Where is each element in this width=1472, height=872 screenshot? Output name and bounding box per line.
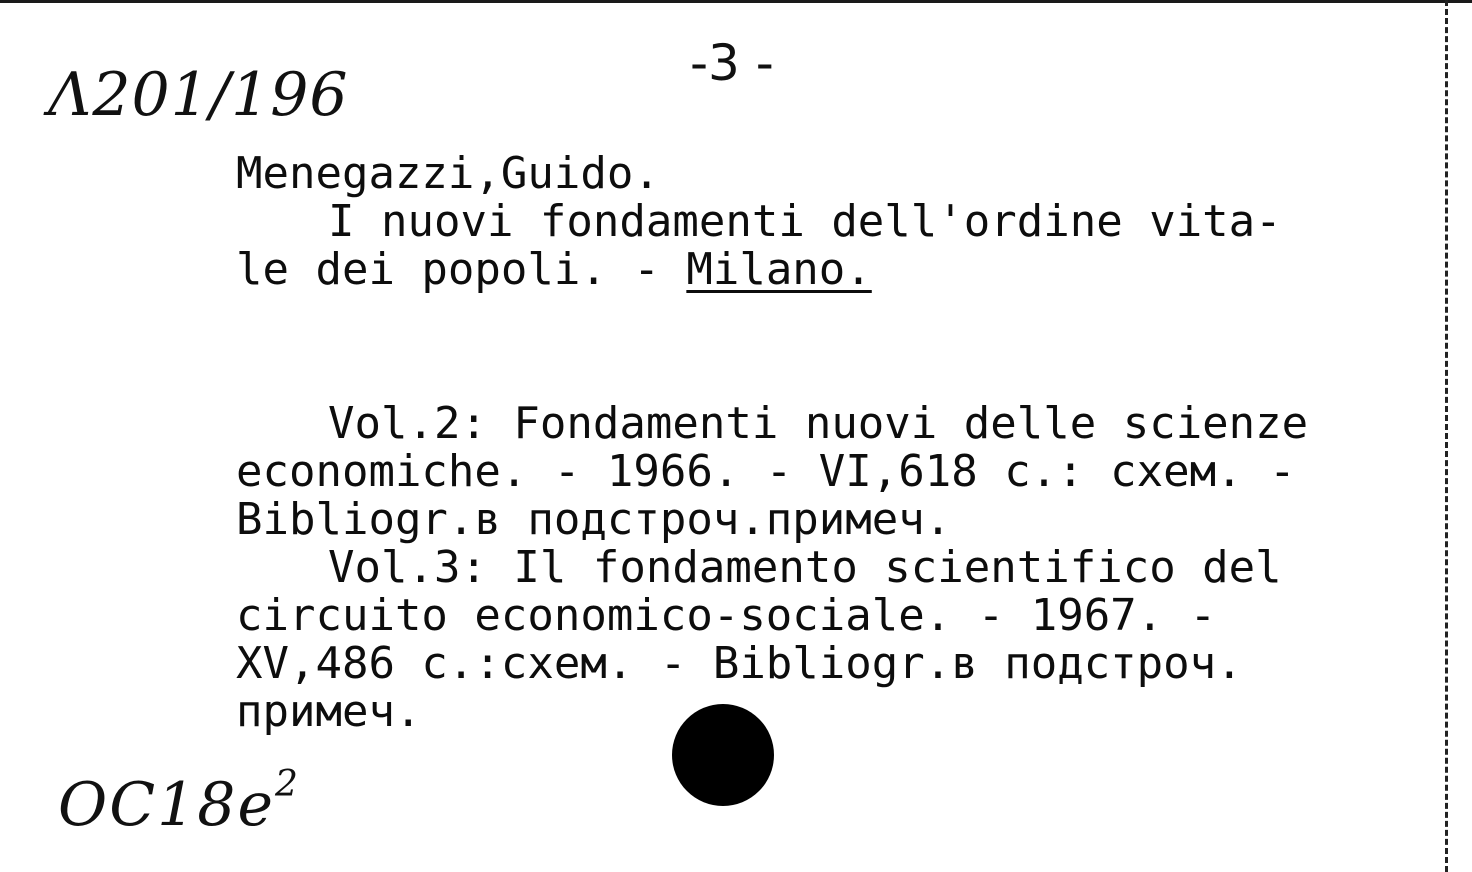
bibliographic-entry bbox=[236, 150, 1436, 294]
title-line-2-text: le dei popoli. - bbox=[236, 244, 687, 295]
publication-place: Milano. bbox=[686, 244, 872, 295]
volumes-list bbox=[236, 400, 1436, 736]
volume-2-line-3: Bibliogr.в подстроч.примеч. bbox=[236, 494, 952, 545]
shelf-mark-superscript: 2 bbox=[274, 764, 300, 805]
title-line-1: I nuovi fondamenti dell'ordine vita- bbox=[328, 196, 1282, 247]
author-line: Menegazzi,Guido. bbox=[236, 148, 660, 199]
shelf-mark bbox=[58, 764, 300, 840]
volume-2-line-1: Vol.2: Fondamenti nuovi delle scienze bbox=[328, 398, 1309, 449]
volume-3-line-1: Vol.3: Il fondamento scientifico del bbox=[328, 542, 1282, 593]
punch-hole bbox=[672, 704, 774, 806]
volume-3-line-4: примеч. bbox=[236, 686, 422, 737]
card-right-edge bbox=[1445, 0, 1448, 872]
volume-2-line-2: economiche. - 1966. - VI,618 c.: схем. - bbox=[236, 446, 1296, 497]
volume-3-line-2: circuito economico-sociale. - 1967. - bbox=[236, 590, 1217, 641]
call-number: Λ201/196 bbox=[48, 60, 349, 130]
volume-3-line-3: XV,486 c.:схем. - Bibliogr.в подстроч. bbox=[236, 638, 1243, 689]
card-top-edge bbox=[0, 0, 1472, 3]
shelf-mark-text: OC18e bbox=[58, 770, 275, 840]
page-mark: -3 - bbox=[690, 34, 774, 92]
title-line-2 bbox=[236, 246, 1436, 294]
